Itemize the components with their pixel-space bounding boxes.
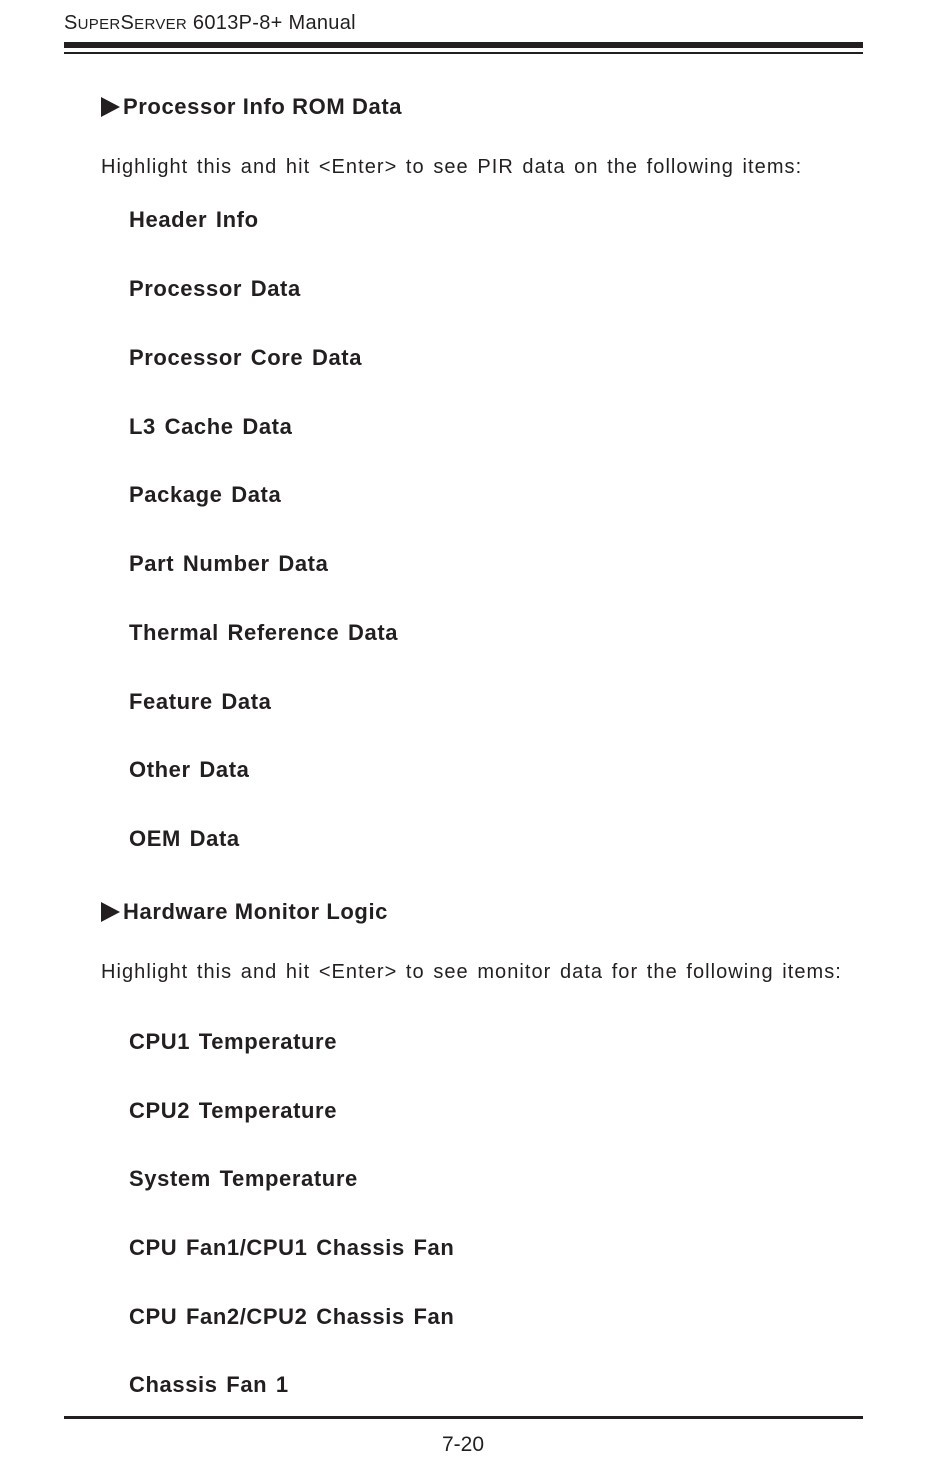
list-item: Processor Core Data <box>129 345 363 370</box>
header-rule-thin <box>64 52 863 54</box>
list-item: Processor Data <box>129 276 301 301</box>
header-title-part: S <box>120 12 135 34</box>
page-number: 7-20 <box>441 1433 485 1456</box>
section-intro: Highlight this and hit <Enter> to see PIR data on the following items: <box>101 156 803 178</box>
list-item: L3 Cache Data <box>129 414 293 439</box>
play-arrow-icon <box>101 902 120 922</box>
header-title-part: S <box>64 12 78 34</box>
list-item: CPU Fan2/CPU2 Chassis Fan <box>129 1304 455 1329</box>
list-item: CPU1 Temperature <box>129 1029 338 1054</box>
list-item: Feature Data <box>129 689 272 714</box>
section-heading-label: Hardware Monitor Logic <box>123 899 388 924</box>
play-arrow-icon <box>101 97 120 117</box>
list-item: CPU2 Temperature <box>129 1098 338 1123</box>
list-item: CPU Fan1/CPU1 Chassis Fan <box>129 1235 455 1260</box>
running-header-title <box>64 12 356 35</box>
header-rule-thick <box>64 42 863 48</box>
header-title-part: 6013P-8+ Manual <box>187 12 356 34</box>
list-item: Thermal Reference Data <box>129 620 399 645</box>
list-item: Header Info <box>129 207 259 232</box>
section-heading-processor-info-rom-data <box>101 94 402 120</box>
list-item: Other Data <box>129 757 250 782</box>
section-intro: Highlight this and hit <Enter> to see monitor data for the following items: <box>101 961 842 983</box>
list-item: Package Data <box>129 482 282 507</box>
section-heading-hardware-monitor-logic <box>101 899 388 925</box>
header-title-part: ERVER <box>134 16 188 33</box>
list-item: System Temperature <box>129 1166 358 1191</box>
header-title-part: UPER <box>77 16 121 33</box>
list-item: Part Number Data <box>129 551 329 576</box>
list-item: OEM Data <box>129 826 240 851</box>
list-item: Chassis Fan 1 <box>129 1372 289 1397</box>
footer-rule <box>64 1416 863 1419</box>
section-heading-label: Processor Info ROM Data <box>123 94 403 119</box>
